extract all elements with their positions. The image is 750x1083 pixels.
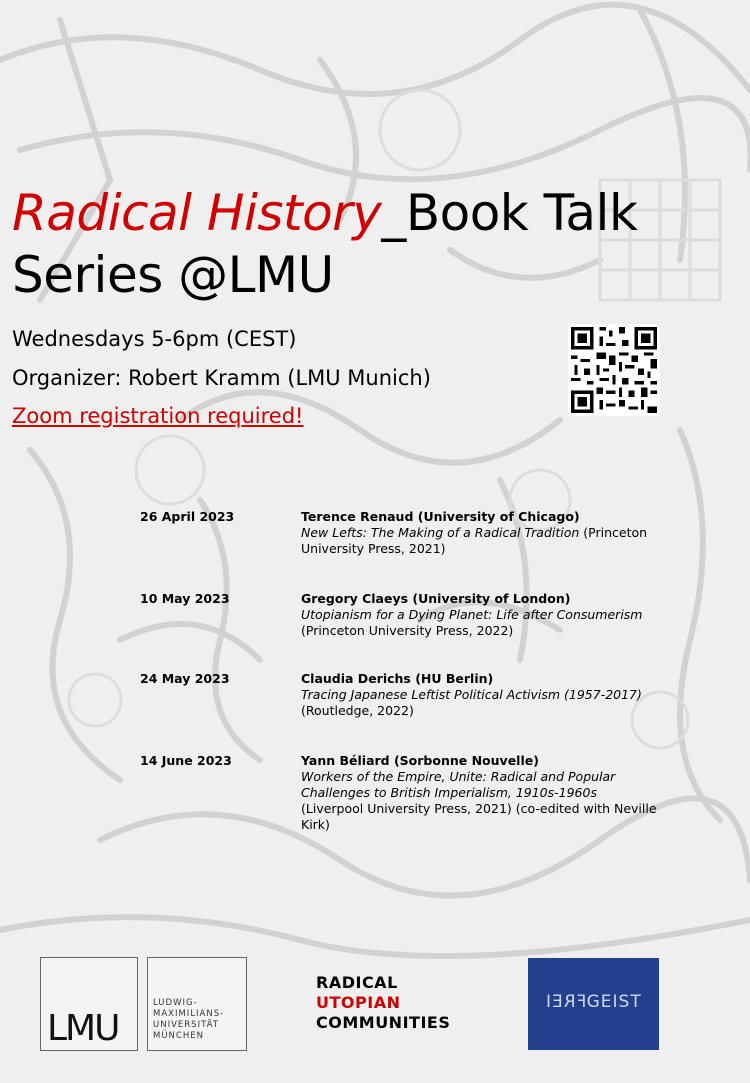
radical-utopian-communities-logo	[316, 973, 450, 1033]
freigeist-mirrored: FREI	[545, 992, 587, 1012]
ruc-line: RADICAL	[316, 973, 398, 992]
talk-info	[301, 671, 661, 719]
talk-book-title: New Lefts: The Making of a Radical Tradition	[301, 525, 580, 540]
talk-speaker: Terence Renaud (University of Chicago)	[301, 509, 580, 524]
ruc-line: UTOPIAN	[316, 993, 401, 1012]
talk-info	[301, 591, 661, 639]
page-title	[12, 182, 742, 306]
lmu-logo	[40, 957, 138, 1051]
talk-publisher: (Routledge, 2022)	[301, 703, 414, 718]
talk-date: 10 May 2023	[140, 591, 230, 606]
talk-speaker: Gregory Claeys (University of London)	[301, 591, 571, 606]
talk-speaker: Yann Béliard (Sorbonne Nouvelle)	[301, 753, 539, 768]
freigeist-rest: GEIST	[586, 992, 642, 1012]
talk-date: 24 May 2023	[140, 671, 230, 686]
title-rest: _Book Talk	[381, 184, 638, 242]
lmu-name-line: MÜNCHEN	[153, 1031, 204, 1041]
talk-info	[301, 753, 661, 833]
talk-book-title: Tracing Japanese Leftist Political Activism (1957-2017)	[301, 687, 642, 702]
schedule-text: Wednesdays 5-6pm (CEST)	[12, 327, 297, 351]
lmu-logo-mark: LMU	[47, 1008, 119, 1049]
lmu-name-line: MAXIMILIANS-	[153, 1009, 225, 1019]
talk-publisher: (Princeton University Press, 2021)	[301, 525, 648, 556]
registration-link[interactable]: Zoom registration required!	[12, 404, 304, 428]
freigeist-text	[528, 992, 659, 1012]
lmu-name-line: UNIVERSITÄT	[153, 1020, 219, 1030]
talk-publisher: (Princeton University Press, 2022)	[301, 623, 514, 638]
title-line2: Series @LMU	[12, 246, 334, 304]
freigeist-logo	[528, 958, 659, 1050]
ruc-line: COMMUNITIES	[316, 1013, 451, 1032]
lmu-name-line: LUDWIG-	[153, 998, 198, 1008]
talk-date: 14 June 2023	[140, 753, 232, 768]
talk-book-title: Utopianism for a Dying Planet: Life after Consumerism	[301, 607, 643, 622]
talk-date: 26 April 2023	[140, 509, 235, 524]
qr-code-icon[interactable]	[568, 324, 660, 416]
talk-speaker: Claudia Derichs (HU Berlin)	[301, 671, 494, 686]
organizer-text: Organizer: Robert Kramm (LMU Munich)	[12, 366, 431, 390]
talk-info	[301, 509, 661, 557]
lmu-name-logo	[147, 957, 247, 1051]
title-red-part: Radical History	[12, 184, 382, 242]
talk-book-title: Workers of the Empire, Unite: Radical and Popular Challenges to British Imperialism, 1910s-1960s	[301, 769, 616, 800]
talk-publisher: (Liverpool University Press, 2021) (co-edited with Neville Kirk)	[301, 801, 657, 832]
lmu-name-text	[153, 998, 224, 1042]
